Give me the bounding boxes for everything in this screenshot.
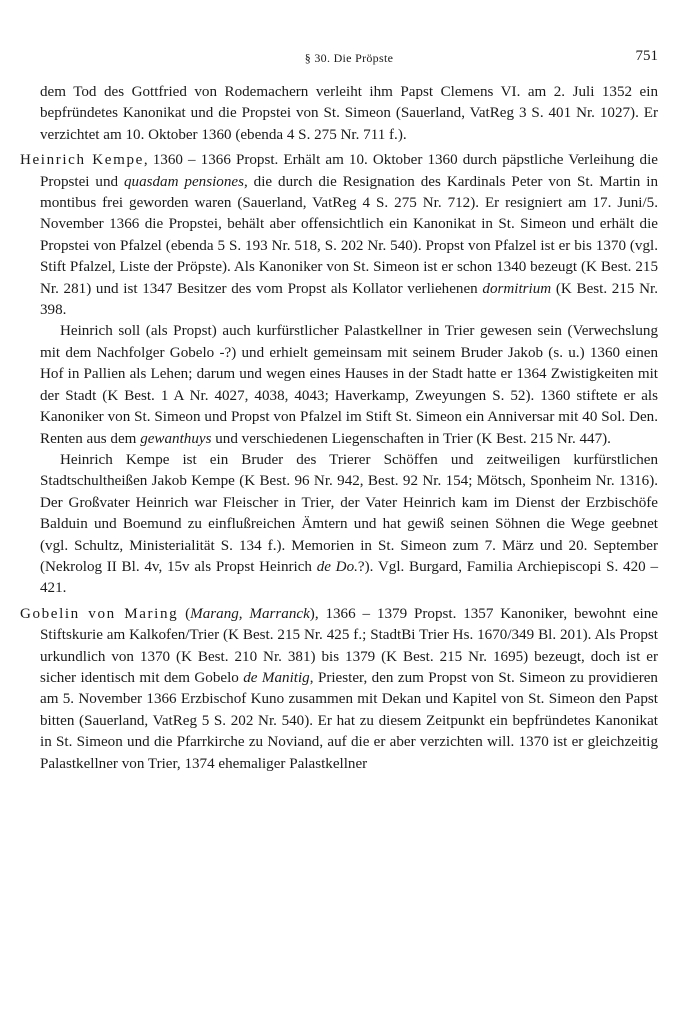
text-run: ?). Vgl. Burgard, Familia Archiepiscopi S. 420 – 421.: [40, 558, 658, 597]
page-body: [20, 82, 659, 779]
entry-paragraph: [20, 150, 659, 321]
page-header: [40, 48, 658, 68]
text-run: ), 1366 – 1379 Propst. 1357 Kanoniker, bewohnt eine Stiftskurie am Kalkofen/Trier (K Best. 215 Nr. 425 f.; StadtBi Trier Hs. 1670/349 Bl. 201). Als Propst urkundlich von 1370 (K Best. 210 Nr. 381) bis 1379 (K Best. 215 Nr. 1695) bezeugt, doch ist er sicher identisch mit dem Gobelo: [40, 605, 658, 686]
italic-term: dormitrium: [482, 280, 552, 297]
entry-paragraph: [20, 604, 658, 775]
entry-name: Heinrich Kempe: [20, 152, 144, 169]
text-run: Heinrich Kempe ist ein Bruder des Trierer Schöffen und zeitweiligen kurfürstlichen Stadtschultheißen Jakob Kempe (K Best. 96 Nr. 942, Best. 92 Nr. 154; Mötsch, Sponheim Nr. 1316). Der Großvater Heinrich war Fleischer in Trier, der Vater Heinrich kam im Dienst der Erzbischöfe Balduin und Boemund zu einflußreichen Ämtern und hat gewiß seinen Söhnen die Wege geebnet (vgl. Schultz, Ministerialität S. 134 f.). Memorien in St. Simeon zum 7. März und 20. September (Nekrolog II Bl. 4v, 15v als Propst Heinrich: [40, 451, 658, 575]
entry-paragraph: [40, 321, 658, 449]
text-run: , die durch die Resignation des Kardinals Peter von St. Martin in montibus frei geworden waren (Sauerland, VatReg 4 S. 275 Nr. 712). Er resigniert am 17. Juni/5. November 1366 die Propstei, behält aber offensichtlich ein Kanonikat in St. Simeon und erhält die Propstei von Pfalzel (ebenda 5 S. 193 Nr. 518, S. 202 Nr. 540). Propst von Pfalzel ist er bis 1370 (vgl. Stift Pfalzel, Liste der Pröpste). Als Kanoniker von St. Simeon ist er schon 1340 bezeugt (K Best. 215 Nr. 281) und ist 1347 Besitzer des vom Propst als Kollator verliehenen: [40, 173, 658, 297]
italic-term: Marang, Marranck: [190, 605, 310, 622]
text-run: , 1360 – 1366 Propst. Erhält am 10. Oktober 1360 durch päpstliche Verleihung die Propstei und: [40, 152, 658, 190]
running-title: § 30. Die Pröpste: [304, 51, 394, 65]
text-run: und verschiedenen Liegenschaften in Trier (K Best. 215 Nr. 447).: [211, 430, 611, 447]
italic-term: gewanthuys: [140, 430, 212, 447]
entry-gobelin-von-maring: [20, 604, 658, 775]
text-run: (K Best. 215 Nr. 398.: [40, 280, 659, 319]
text-run: , Priester, den zum Propst von St. Simeon zu providieren am 5. November 1366 Erzbischof Kuno zusammen mit Dekan und Kapitel von St. Simeon den Papst bitten (Sauerland, VatReg 5 S. 202 Nr. 540). Er hat zu diesem Zeitpunkt ein bepfründetes Kanonikat in St. Simeon und die Pfarrkirche zu Noviand, auf die er aber verzichten will. 1370 ist er gleichzeitig Palastkellner von Trier, 1374 ehemaliger Palastkellner: [40, 669, 658, 772]
italic-term: quasdam pensiones: [123, 173, 244, 190]
italic-term: de Manitig: [243, 669, 310, 686]
entry-heinrich-kempe: [20, 150, 659, 600]
paragraph-continuation: dem Tod des Gottfried von Rodemachern verleiht ihm Papst Clemens VI. am 2. Juli 1352 ein bepfründetes Kanonikat und die Propstei von St. Simeon (Sauerland, VatReg 3 S. 401 Nr. 1027). Er verzichtet am 10. Oktober 1360 (ebenda 4 S. 275 Nr. 711 f.).: [40, 84, 658, 143]
entry-name: Gobelin von Maring: [20, 605, 179, 622]
italic-term: de Do.: [316, 558, 358, 575]
entry-paragraph: [40, 450, 658, 600]
text-run: (: [178, 605, 191, 622]
text-run: Heinrich soll (als Propst) auch kurfürstlicher Palastkellner in Trier gewesen sein (Verwechslung mit dem Nachfolger Gobelo -?) und erhielt gemeinsam mit seinem Bruder Jakob (s. u.) 1360 einen Hof in Pallien als Lehen; darum und wegen eines Hauses in der Stadt hatte er 1364 Zwistigkeiten mit der Stadt (K Best. 1 A Nr. 4027, 4038, 4043; Haverkamp, Zweyungen S. 52). 1360 stiftete er als Kanoniker von St. Simeon und Propst von Pfalzel im Stift St. Simeon ein Anniversar mit 40 Sol. Den. Renten aus dem: [40, 323, 658, 447]
page-number: 751: [635, 48, 658, 64]
